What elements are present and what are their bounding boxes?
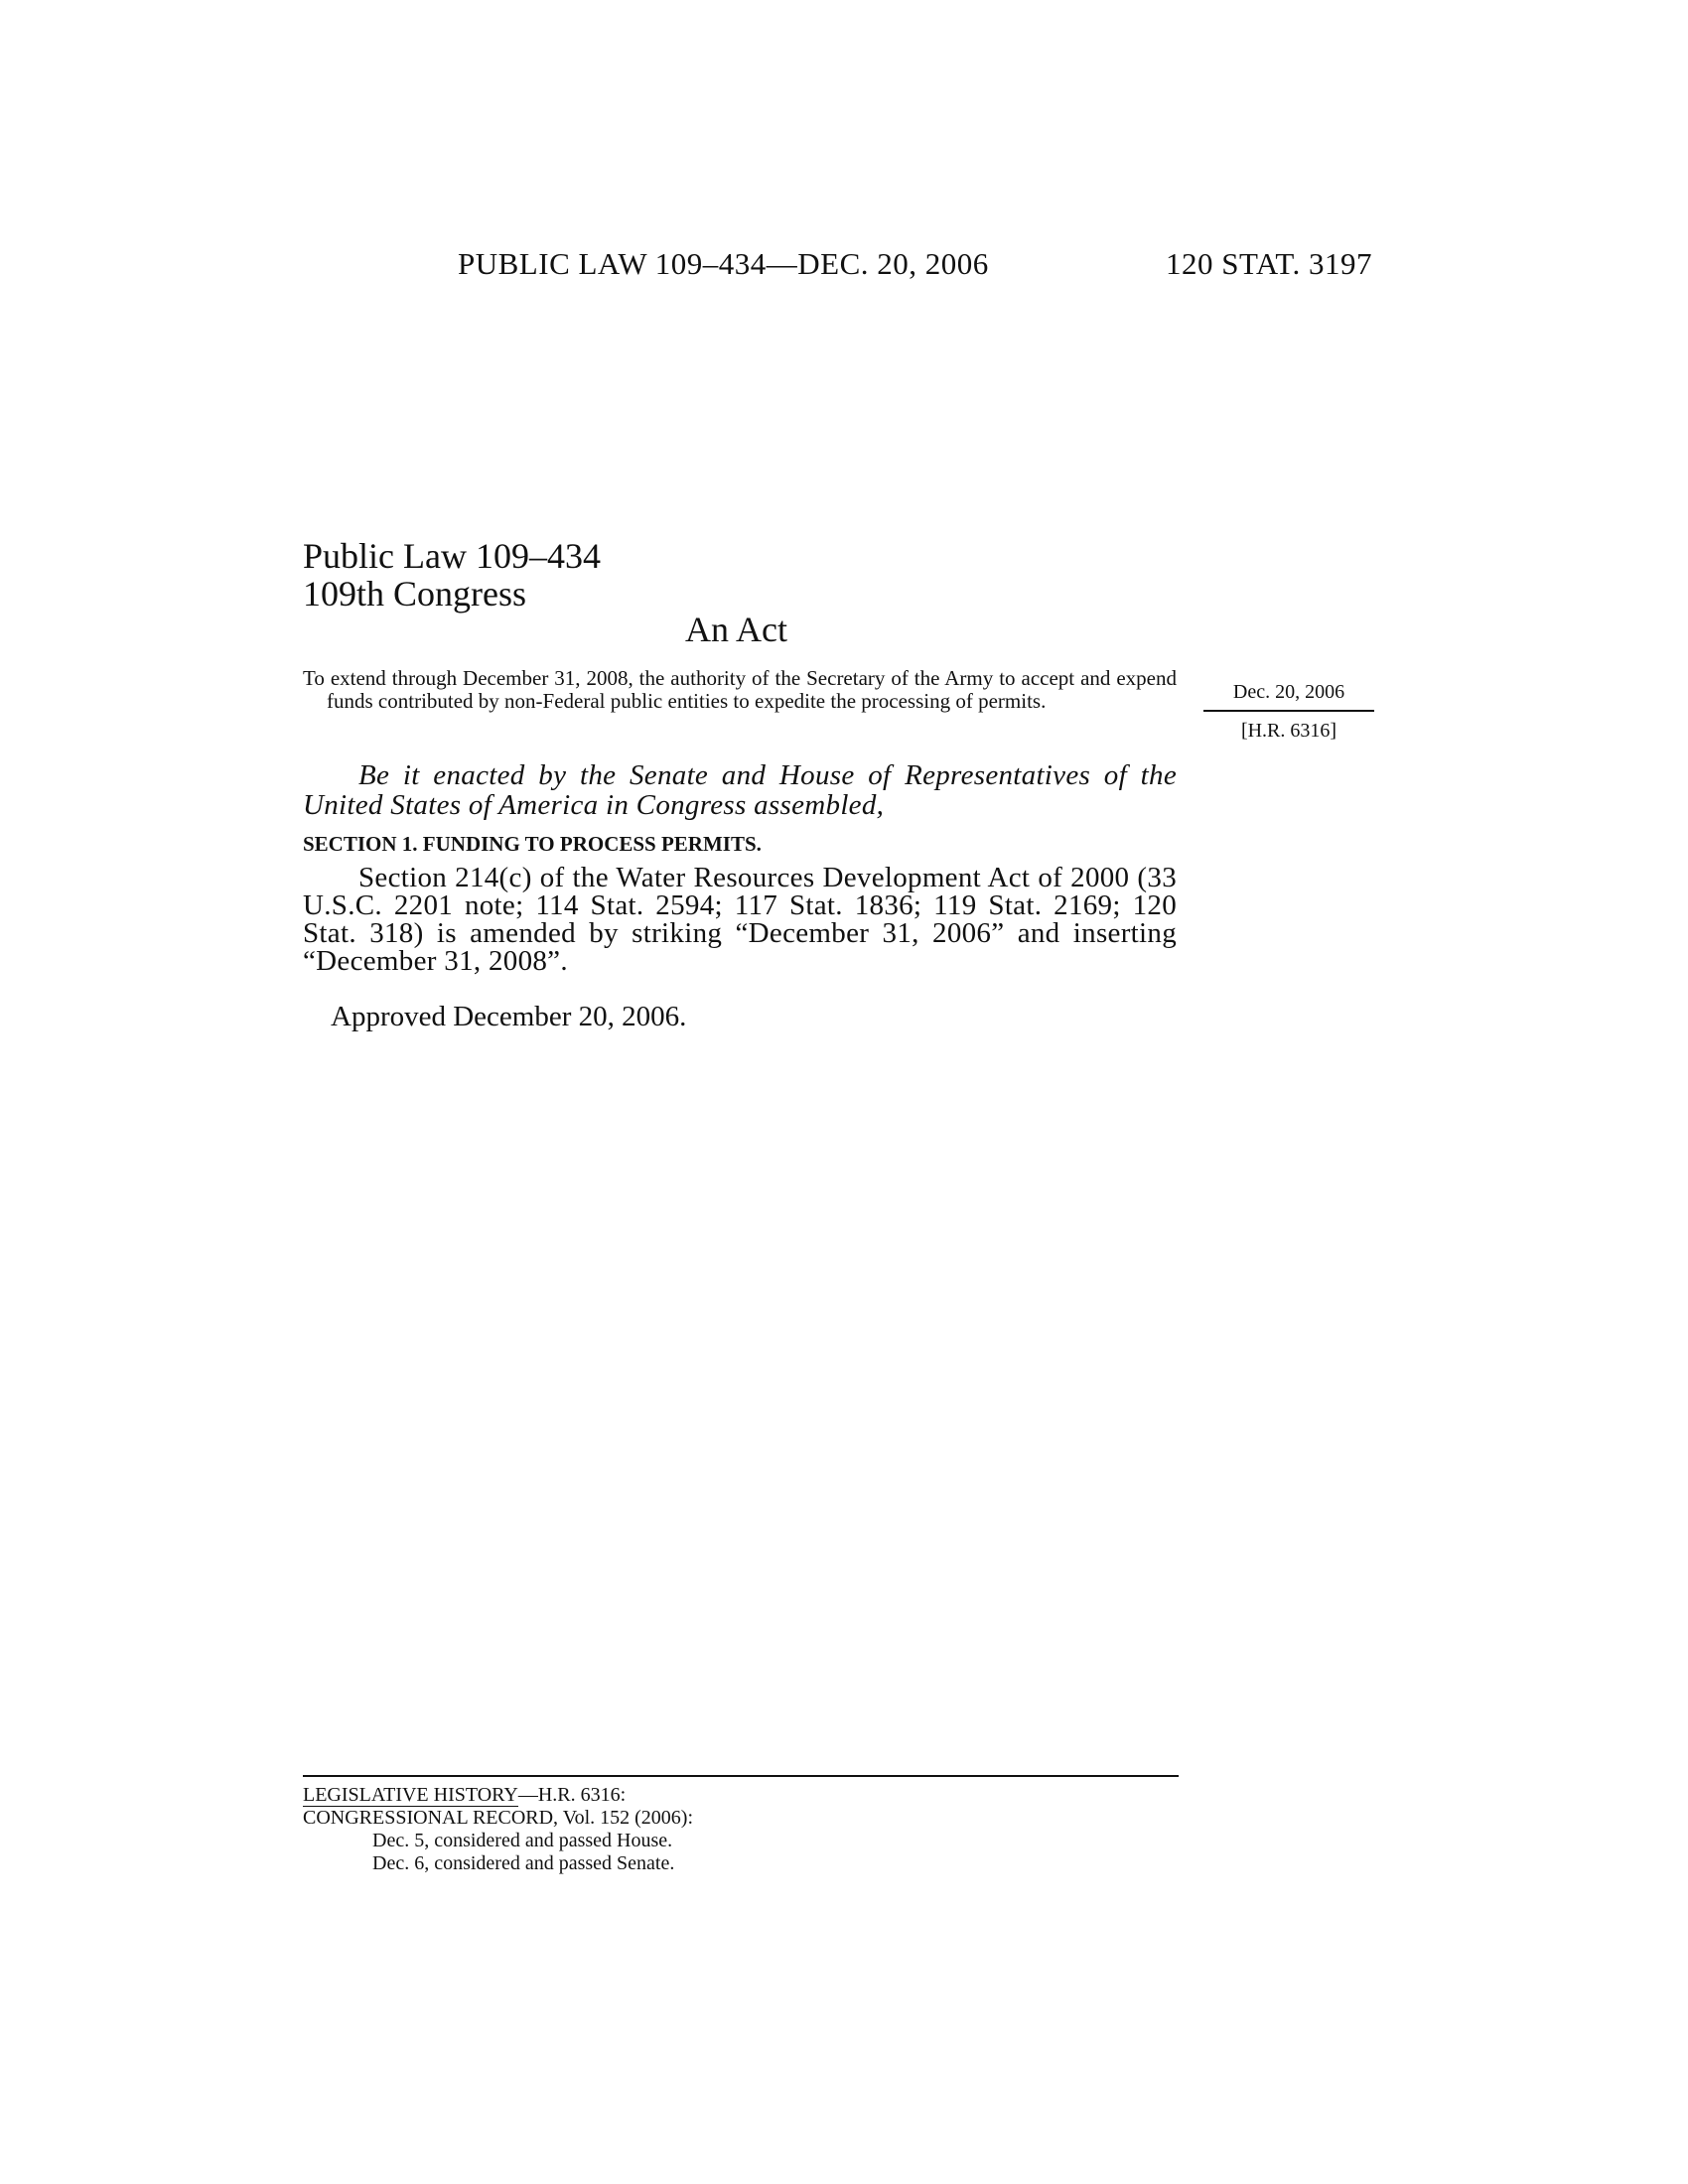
margin-date: Dec. 20, 2006 (1203, 681, 1374, 712)
legislative-history (303, 1784, 1177, 1875)
history-entry: Dec. 5, considered and passed House. (372, 1830, 673, 1851)
margin-bill-number: [H.R. 6316] (1240, 720, 1337, 742)
congressional-record: CONGRESSIONAL RECORD, Vol. 152 (2006): (303, 1807, 693, 1829)
congress-label: 109th Congress (303, 574, 526, 614)
history-title-bill: —H.R. 6316: (517, 1784, 627, 1806)
margin-notes (1203, 681, 1374, 743)
act-label: An Act (685, 610, 787, 649)
section-heading: SECTION 1. FUNDING TO PROCESS PERMITS. (303, 832, 762, 856)
history-entry: Dec. 6, considered and passed Senate. (372, 1852, 675, 1874)
history-title-underlined: LEGISLATIVE HISTORY (303, 1784, 518, 1806)
enacting-clause: Be it enacted by the Senate and House of Representatives of the United States of America in Congress assembled, (303, 759, 1177, 821)
public-law-number: Public Law 109–434 (303, 536, 601, 576)
purpose-statement: To extend through December 31, 2008, the authority of the Secretary of the Army to accept and expend funds contributed by non-Federal public entities to expedite the processing of permits. (303, 666, 1177, 713)
running-header-page: 120 STAT. 3197 (1165, 246, 1372, 281)
section-body: Section 214(c) of the Water Resources Development Act of 2000 (33 U.S.C. 2201 note; 114 Stat. 2594; 117 Stat. 1836; 119 Stat. 2169; 120 Stat. 318) is amended by striking “December 31, 2006” and inserting “December 31, 2008”. (303, 862, 1177, 977)
history-divider (303, 1775, 1179, 1777)
approval-line: Approved December 20, 2006. (331, 1001, 687, 1032)
running-header-left: PUBLIC LAW 109–434—DEC. 20, 2006 (458, 246, 989, 281)
history-title (303, 1784, 1177, 1807)
